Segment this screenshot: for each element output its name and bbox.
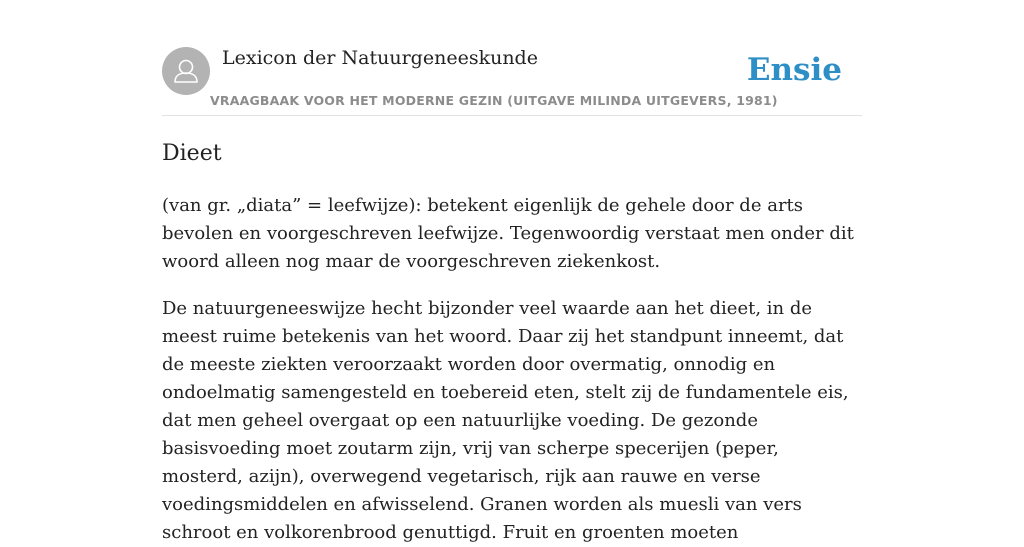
article-paragraph: (van gr. „diata” = leefwijze): betekent eigenlijk de gehele door de arts bevolen en voorgeschreven leefwijze. Tegenwoordig verstaat men onder dit woord alleen nog maar de voorgeschreven ziekenkost. xyxy=(162,195,854,272)
article-paragraph: De natuurgeneeswijze hecht bijzonder veel waarde aan het dieet, in de meest ruime betekenis van het woord. Daar zij het standpunt inneemt, dat de meeste ziekten veroorzaakt worden door overmatig, onnodig en ondoelmatig samengesteld en toebereid eten, stelt zij de fundamentele eis, dat men geheel overgaat op een natuurlijke voeding. De gezonde basisvoeding moet zoutarm zijn, vrij van scherpe specerijen (peper, mosterd, azijn), overwegend vegetarisch, rijk aan rauwe en verse voedingsmiddelen en afwisselend. Granen worden als muesli van vers schroot en volkorenbrood genuttigd. Fruit en groenten moeten xyxy=(162,298,849,543)
source-subtitle: VRAAGBAAK VOOR HET MODERNE GEZIN (UITGAVE MILINDA UITGEVERS, 1981) xyxy=(210,93,778,108)
header-divider xyxy=(162,115,862,116)
brand-logo[interactable]: Ensie xyxy=(746,52,842,88)
source-title-link[interactable]: Lexicon der Natuurgeneeskunde xyxy=(222,47,538,69)
user-avatar-icon xyxy=(162,47,210,95)
user-outline-icon xyxy=(162,47,210,95)
article-title: Dieet xyxy=(162,141,222,166)
article xyxy=(162,138,862,547)
source-header xyxy=(162,46,862,116)
